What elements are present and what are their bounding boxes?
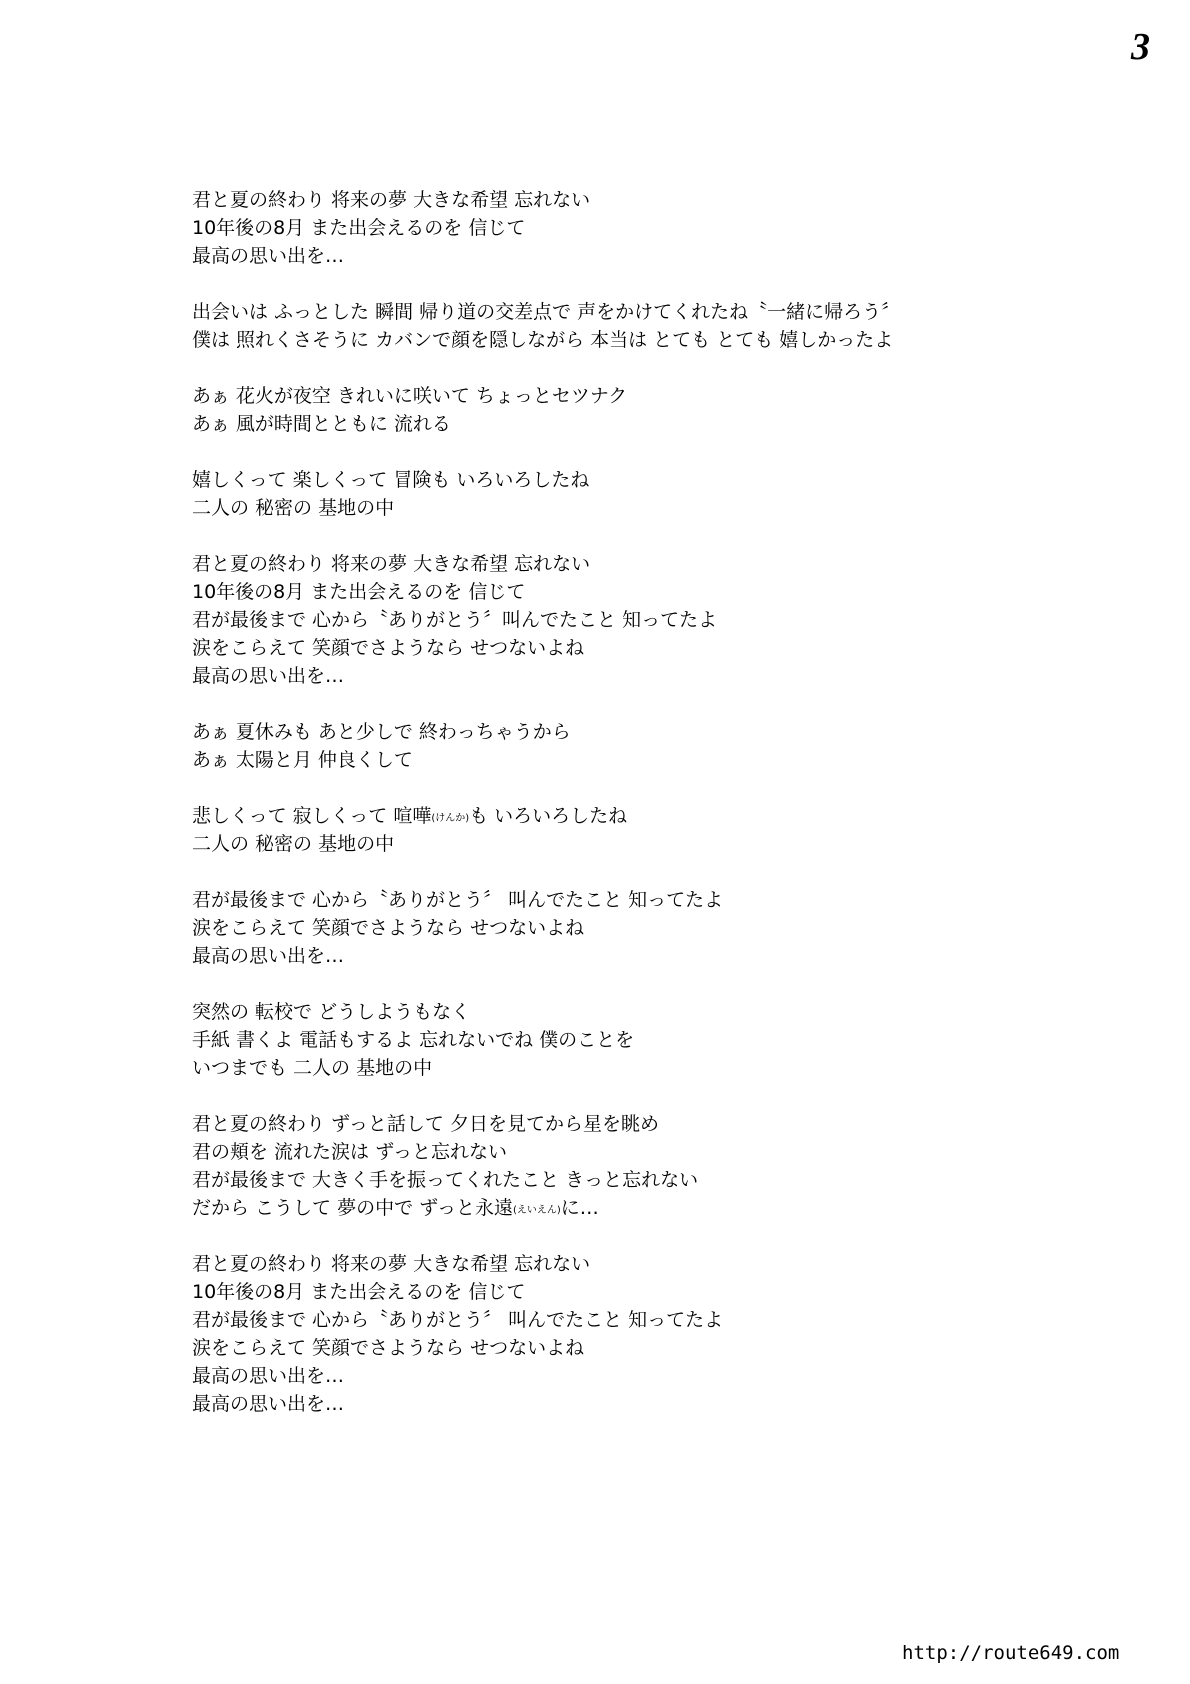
- lyrics-body: [192, 186, 1092, 1446]
- lyric-line: 君が最後まで 心から〝ありがとう〞 叫んでたこと 知ってたよ: [192, 889, 724, 911]
- stanza-7: [192, 802, 1092, 858]
- lyric-line: 君と夏の終わり 将来の夢 大きな希望 忘れない: [192, 189, 591, 211]
- stanza-6: [192, 718, 1092, 774]
- lyric-line: 涙をこらえて 笑顔でさようなら せつないよね: [192, 917, 585, 939]
- lyric-line: あぁ 花火が夜空 きれいに咲いて ちょっとセツナク: [192, 385, 628, 407]
- stanza-4: [192, 466, 1092, 522]
- lyric-line: 10年後の8月 また出会えるのを 信じて: [192, 581, 526, 603]
- lyric-line: 二人の 秘密の 基地の中: [192, 497, 395, 519]
- lyric-line: 二人の 秘密の 基地の中: [192, 833, 395, 855]
- lyric-line: 最高の思い出を…: [192, 1365, 345, 1387]
- lyric-line: あぁ 風が時間とともに 流れる: [192, 413, 451, 435]
- lyric-line: 最高の思い出を…: [192, 665, 345, 687]
- lyric-line: 君が最後まで 心から〝ありがとう〞 叫んでたこと 知ってたよ: [192, 1309, 724, 1331]
- lyric-line: 出会いは ふっとした 瞬間 帰り道の交差点で 声をかけてくれたね〝一緒に帰ろう〞: [192, 301, 901, 323]
- lyric-line: 突然の 転校で どうしようもなく: [192, 1001, 471, 1023]
- lyric-line: 君が最後まで 大きく手を振ってくれたこと きっと忘れない: [192, 1169, 699, 1191]
- lyric-line: 君が最後まで 心から〝ありがとう〞叫んでたこと 知ってたよ: [192, 609, 718, 631]
- page-number: 3: [1131, 26, 1150, 68]
- lyric-line-with-ruby: [192, 802, 1092, 830]
- lyric-line: 手紙 書くよ 電話もするよ 忘れないでね 僕のことを: [192, 1029, 635, 1051]
- stanza-5: [192, 550, 1092, 690]
- stanza-1: [192, 186, 1092, 270]
- lyric-line: いつまでも 二人の 基地の中: [192, 1057, 433, 1079]
- stanza-2: [192, 298, 1092, 354]
- footer-url: http://route649.com: [902, 1642, 1120, 1664]
- ruby-reading: (けんか): [431, 813, 470, 824]
- lyric-line: 君の頬を 流れた涙は ずっと忘れない: [192, 1141, 507, 1163]
- lyric-line: あぁ 夏休みも あと少しで 終わっちゃうから: [192, 721, 571, 743]
- lyric-line: 君と夏の終わり 将来の夢 大きな希望 忘れない: [192, 553, 591, 575]
- lyric-line: 最高の思い出を…: [192, 245, 345, 267]
- lyric-line-with-ruby: [192, 1194, 1092, 1222]
- lyric-line: 最高の思い出を…: [192, 945, 345, 967]
- lyric-text: 悲しくって 寂しくって 喧嘩: [192, 805, 432, 827]
- lyric-line: 君と夏の終わり 将来の夢 大きな希望 忘れない: [192, 1253, 591, 1275]
- lyric-line: 涙をこらえて 笑顔でさようなら せつないよね: [192, 1337, 585, 1359]
- lyric-text: も いろいろしたね: [469, 805, 628, 827]
- stanza-9: [192, 998, 1092, 1082]
- lyric-line: あぁ 太陽と月 仲良くして: [192, 749, 413, 771]
- lyric-line: 最高の思い出を…: [192, 1393, 345, 1415]
- lyric-line: 10年後の8月 また出会えるのを 信じて: [192, 1281, 526, 1303]
- stanza-3: [192, 382, 1092, 438]
- ruby-reading: (えいえん): [512, 1205, 561, 1216]
- lyric-line: 君と夏の終わり ずっと話して 夕日を見てから星を眺め: [192, 1113, 659, 1135]
- stanza-10: [192, 1110, 1092, 1222]
- lyric-text: に…: [560, 1197, 599, 1219]
- lyric-line: 10年後の8月 また出会えるのを 信じて: [192, 217, 526, 239]
- lyric-line: 涙をこらえて 笑顔でさようなら せつないよね: [192, 637, 585, 659]
- lyric-line: 嬉しくって 楽しくって 冒険も いろいろしたね: [192, 469, 590, 491]
- lyric-line: 僕は 照れくさそうに カバンで顔を隠しながら 本当は とても とても 嬉しかったよ: [192, 329, 894, 351]
- lyric-text: だから こうして 夢の中で ずっと永遠: [192, 1197, 513, 1219]
- stanza-11: [192, 1250, 1092, 1418]
- stanza-8: [192, 886, 1092, 970]
